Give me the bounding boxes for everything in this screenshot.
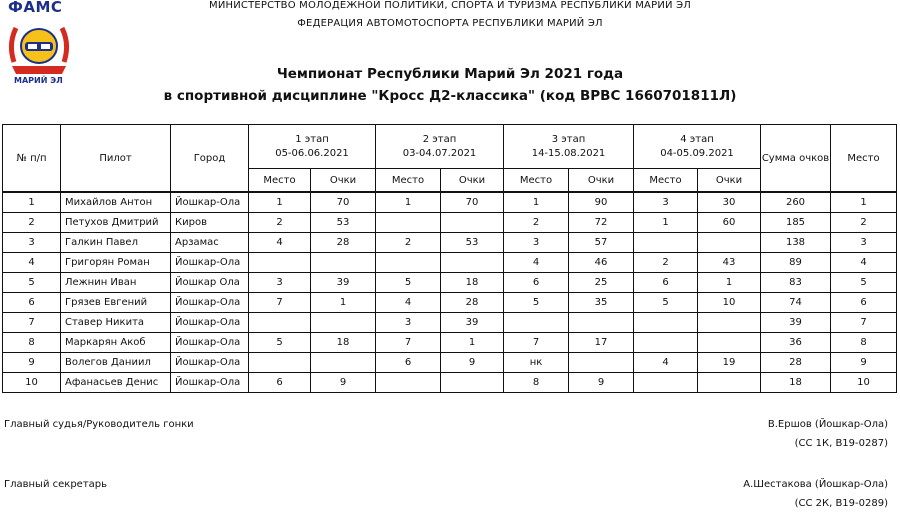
stage-4-place-cell: 5 — [634, 293, 698, 313]
stage-2-place-cell — [376, 373, 441, 393]
ministry-name: МИНИСТЕРСТВО МОЛОДЕЖНОЙ ПОЛИТИКИ, СПОРТА И ТУРИЗМА РЕСПУБЛИКИ МАРИЙ ЭЛ — [209, 0, 691, 11]
stage-3-place-cell: нк — [504, 353, 569, 373]
sub-header-place: Место — [249, 169, 311, 193]
stage-4-place-cell — [634, 333, 698, 353]
stage-1-place-cell: 4 — [249, 233, 311, 253]
stage-3-points-cell: 72 — [569, 213, 634, 233]
stage-3-place-cell: 2 — [504, 213, 569, 233]
city-cell: Йошкар-Ола — [171, 192, 249, 213]
table-row — [3, 373, 897, 393]
stage-1-place-cell — [249, 353, 311, 373]
row-number-cell: 7 — [3, 313, 61, 333]
pilot-cell: Галкин Павел — [61, 233, 171, 253]
stage-4-points-cell: 43 — [698, 253, 761, 273]
table-row — [3, 213, 897, 233]
stage-4-points-cell: 19 — [698, 353, 761, 373]
stage-3-place-cell: 7 — [504, 333, 569, 353]
table-row — [3, 273, 897, 293]
stage-2-points-cell: 39 — [441, 313, 504, 333]
stage-2-place-cell — [376, 253, 441, 273]
stage-3-points-cell: 90 — [569, 192, 634, 213]
stage-3-points-cell — [569, 353, 634, 373]
pilot-cell: Лежнин Иван — [61, 273, 171, 293]
stage-1-points-cell: 70 — [311, 192, 376, 213]
sub-header-place: Место — [376, 169, 441, 193]
stage-1-place-cell — [249, 253, 311, 273]
points-sum-cell: 185 — [761, 213, 831, 233]
stage-3-place-cell: 8 — [504, 373, 569, 393]
stage-3-place-cell: 6 — [504, 273, 569, 293]
stage-4-name: 4 этап — [680, 133, 714, 145]
stage-2-place-cell: 5 — [376, 273, 441, 293]
city-cell: Йошкар-Ола — [171, 313, 249, 333]
table-row — [3, 333, 897, 353]
stage-1-points-cell — [311, 313, 376, 333]
points-sum-cell: 138 — [761, 233, 831, 253]
row-number-cell: 8 — [3, 333, 61, 353]
stage-2-points-cell: 70 — [441, 192, 504, 213]
stage-2-place-cell: 6 — [376, 353, 441, 373]
header-pilot: Пилот — [61, 125, 171, 193]
stage-1-date: 05-06.06.2021 — [275, 147, 349, 159]
final-place-cell: 6 — [831, 293, 897, 313]
pilot-cell: Петухов Дмитрий — [61, 213, 171, 233]
points-sum-cell: 36 — [761, 333, 831, 353]
row-number-cell: 2 — [3, 213, 61, 233]
logo-top-text: ФАМС — [8, 0, 63, 16]
stage-2-place-cell — [376, 213, 441, 233]
points-sum-cell: 74 — [761, 293, 831, 313]
header-number: № п/п — [3, 125, 61, 193]
results-table — [2, 124, 897, 393]
final-place-cell: 2 — [831, 213, 897, 233]
chief-secretary-label: Главный секретарь — [4, 479, 108, 490]
row-number-cell: 4 — [3, 253, 61, 273]
chief-judge-label: Главный судья/Руководитель гонки — [4, 419, 194, 430]
stage-3-place-cell: 5 — [504, 293, 569, 313]
city-cell: Йошкар-Ола — [171, 253, 249, 273]
stage-1-place-cell: 6 — [249, 373, 311, 393]
stage-4-points-cell: 30 — [698, 192, 761, 213]
stage-4-place-cell: 2 — [634, 253, 698, 273]
stage-3-points-cell — [569, 313, 634, 333]
logo-bottom-text: МАРИЙ ЭЛ — [14, 76, 63, 85]
stage-1-place-cell: 3 — [249, 273, 311, 293]
stage-4-place-cell — [634, 313, 698, 333]
pilot-cell: Грязев Евгений — [61, 293, 171, 313]
chief-secretary-certificate: (СС 2К, В19-0289) — [794, 498, 888, 509]
stage-4-place-cell: 4 — [634, 353, 698, 373]
stage-1-place-cell: 5 — [249, 333, 311, 353]
header-stage-4 — [634, 125, 761, 169]
stage-2-place-cell: 7 — [376, 333, 441, 353]
final-place-cell: 10 — [831, 373, 897, 393]
stage-1-place-cell — [249, 313, 311, 333]
stage-2-points-cell — [441, 373, 504, 393]
stage-2-date: 03-04.07.2021 — [402, 147, 477, 159]
stage-1-points-cell: 9 — [311, 373, 376, 393]
sub-header-place: Место — [634, 169, 698, 193]
stage-4-points-cell — [698, 233, 761, 253]
stage-1-place-cell: 2 — [249, 213, 311, 233]
stage-3-place-cell: 4 — [504, 253, 569, 273]
stage-4-place-cell: 6 — [634, 273, 698, 293]
pilot-cell: Григорян Роман — [61, 253, 171, 273]
federation-name: ФЕДЕРАЦИЯ АВТОМОТОСПОРТА РЕСПУБЛИКИ МАРИЙ ЭЛ — [297, 18, 603, 29]
stage-4-points-cell — [698, 313, 761, 333]
points-sum-cell: 89 — [761, 253, 831, 273]
pilot-cell: Афанасьев Денис — [61, 373, 171, 393]
document-title: Чемпионат Республики Марий Эл 2021 года — [276, 66, 624, 82]
stage-3-points-cell: 9 — [569, 373, 634, 393]
stage-1-points-cell: 28 — [311, 233, 376, 253]
pilot-cell: Ставер Никита — [61, 313, 171, 333]
document-subtitle: в спортивной дисциплине "Кросс Д2-классика" (код ВРВС 1660701811Л) — [163, 88, 737, 104]
pilot-cell: Михайлов Антон — [61, 192, 171, 213]
stage-2-name: 2 этап — [422, 133, 457, 145]
final-place-cell: 7 — [831, 313, 897, 333]
stage-4-points-cell: 1 — [698, 273, 761, 293]
table-row — [3, 233, 897, 253]
stage-2-points-cell: 18 — [441, 273, 504, 293]
stage-1-place-cell: 1 — [249, 192, 311, 213]
stage-2-points-cell: 53 — [441, 233, 504, 253]
stage-2-place-cell: 1 — [376, 192, 441, 213]
table-row — [3, 313, 897, 333]
chief-secretary-name: А.Шестакова (Йошкар-Ола) — [743, 479, 888, 490]
stage-4-date: 04-05.09.2021 — [660, 147, 734, 159]
sub-header-points: Очки — [569, 169, 634, 193]
row-number-cell: 6 — [3, 293, 61, 313]
stage-3-name: 3 этап — [551, 133, 586, 145]
sub-header-points: Очки — [311, 169, 376, 193]
stage-3-date: 14-15.08.2021 — [531, 147, 606, 159]
city-cell: Йошкар-Ола — [171, 353, 249, 373]
final-place-cell: 9 — [831, 353, 897, 373]
points-sum-cell: 28 — [761, 353, 831, 373]
stage-2-points-cell: 9 — [441, 353, 504, 373]
chief-judge-name: В.Ершов (Йошкар-Ола) — [767, 419, 888, 430]
stage-1-points-cell: 53 — [311, 213, 376, 233]
header-city: Город — [171, 125, 249, 193]
stage-1-place-cell: 7 — [249, 293, 311, 313]
city-cell: Йошкар-Ола — [171, 373, 249, 393]
stage-2-place-cell: 4 — [376, 293, 441, 313]
final-place-cell: 1 — [831, 192, 897, 213]
stage-3-points-cell: 46 — [569, 253, 634, 273]
stage-3-place-cell — [504, 313, 569, 333]
row-number-cell: 5 — [3, 273, 61, 293]
stage-2-points-cell: 28 — [441, 293, 504, 313]
header-stage-1 — [249, 125, 376, 169]
stage-3-points-cell: 17 — [569, 333, 634, 353]
stage-2-points-cell — [441, 213, 504, 233]
final-place-cell: 8 — [831, 333, 897, 353]
points-sum-cell: 39 — [761, 313, 831, 333]
sub-header-place: Место — [504, 169, 569, 193]
stage-1-points-cell — [311, 353, 376, 373]
stage-2-points-cell: 1 — [441, 333, 504, 353]
stage-3-points-cell: 25 — [569, 273, 634, 293]
stage-1-name: 1 этап — [295, 133, 329, 145]
points-sum-cell: 260 — [761, 192, 831, 213]
pilot-cell: Маркарян Акоб — [61, 333, 171, 353]
points-sum-cell: 83 — [761, 273, 831, 293]
final-place-cell: 5 — [831, 273, 897, 293]
row-number-cell: 10 — [3, 373, 61, 393]
stage-4-points-cell — [698, 373, 761, 393]
stage-1-points-cell: 1 — [311, 293, 376, 313]
header-stage-2 — [376, 125, 504, 169]
sub-header-points: Очки — [698, 169, 761, 193]
sub-header-points: Очки — [441, 169, 504, 193]
stage-2-points-cell — [441, 253, 504, 273]
row-number-cell: 1 — [3, 192, 61, 213]
stage-4-points-cell: 60 — [698, 213, 761, 233]
header-place: Место — [831, 125, 897, 193]
stage-1-points-cell: 39 — [311, 273, 376, 293]
stage-1-points-cell — [311, 253, 376, 273]
stage-3-points-cell: 57 — [569, 233, 634, 253]
table-row — [3, 353, 897, 373]
stage-4-place-cell — [634, 373, 698, 393]
stage-4-place-cell: 3 — [634, 192, 698, 213]
final-place-cell: 4 — [831, 253, 897, 273]
city-cell: Йошкар-Ола — [171, 293, 249, 313]
stage-1-points-cell: 18 — [311, 333, 376, 353]
stage-4-points-cell — [698, 333, 761, 353]
stage-4-place-cell — [634, 233, 698, 253]
final-place-cell: 3 — [831, 233, 897, 253]
header-stage-3 — [504, 125, 634, 169]
stage-2-place-cell: 3 — [376, 313, 441, 333]
table-row — [3, 192, 897, 213]
stage-4-place-cell: 1 — [634, 213, 698, 233]
stage-3-place-cell: 3 — [504, 233, 569, 253]
stage-3-place-cell: 1 — [504, 192, 569, 213]
table-row — [3, 293, 897, 313]
row-number-cell: 9 — [3, 353, 61, 373]
header-sum: Сумма очков — [761, 125, 831, 193]
stage-2-place-cell: 2 — [376, 233, 441, 253]
table-row — [3, 253, 897, 273]
city-cell: Арзамас — [171, 233, 249, 253]
row-number-cell: 3 — [3, 233, 61, 253]
city-cell: Киров — [171, 213, 249, 233]
stage-4-points-cell: 10 — [698, 293, 761, 313]
pilot-cell: Волегов Даниил — [61, 353, 171, 373]
chief-judge-certificate: (СС 1К, В19-0287) — [794, 438, 888, 449]
city-cell: Йошкар Ола — [171, 273, 249, 293]
points-sum-cell: 18 — [761, 373, 831, 393]
stage-3-points-cell: 35 — [569, 293, 634, 313]
city-cell: Йошкар-Ола — [171, 333, 249, 353]
